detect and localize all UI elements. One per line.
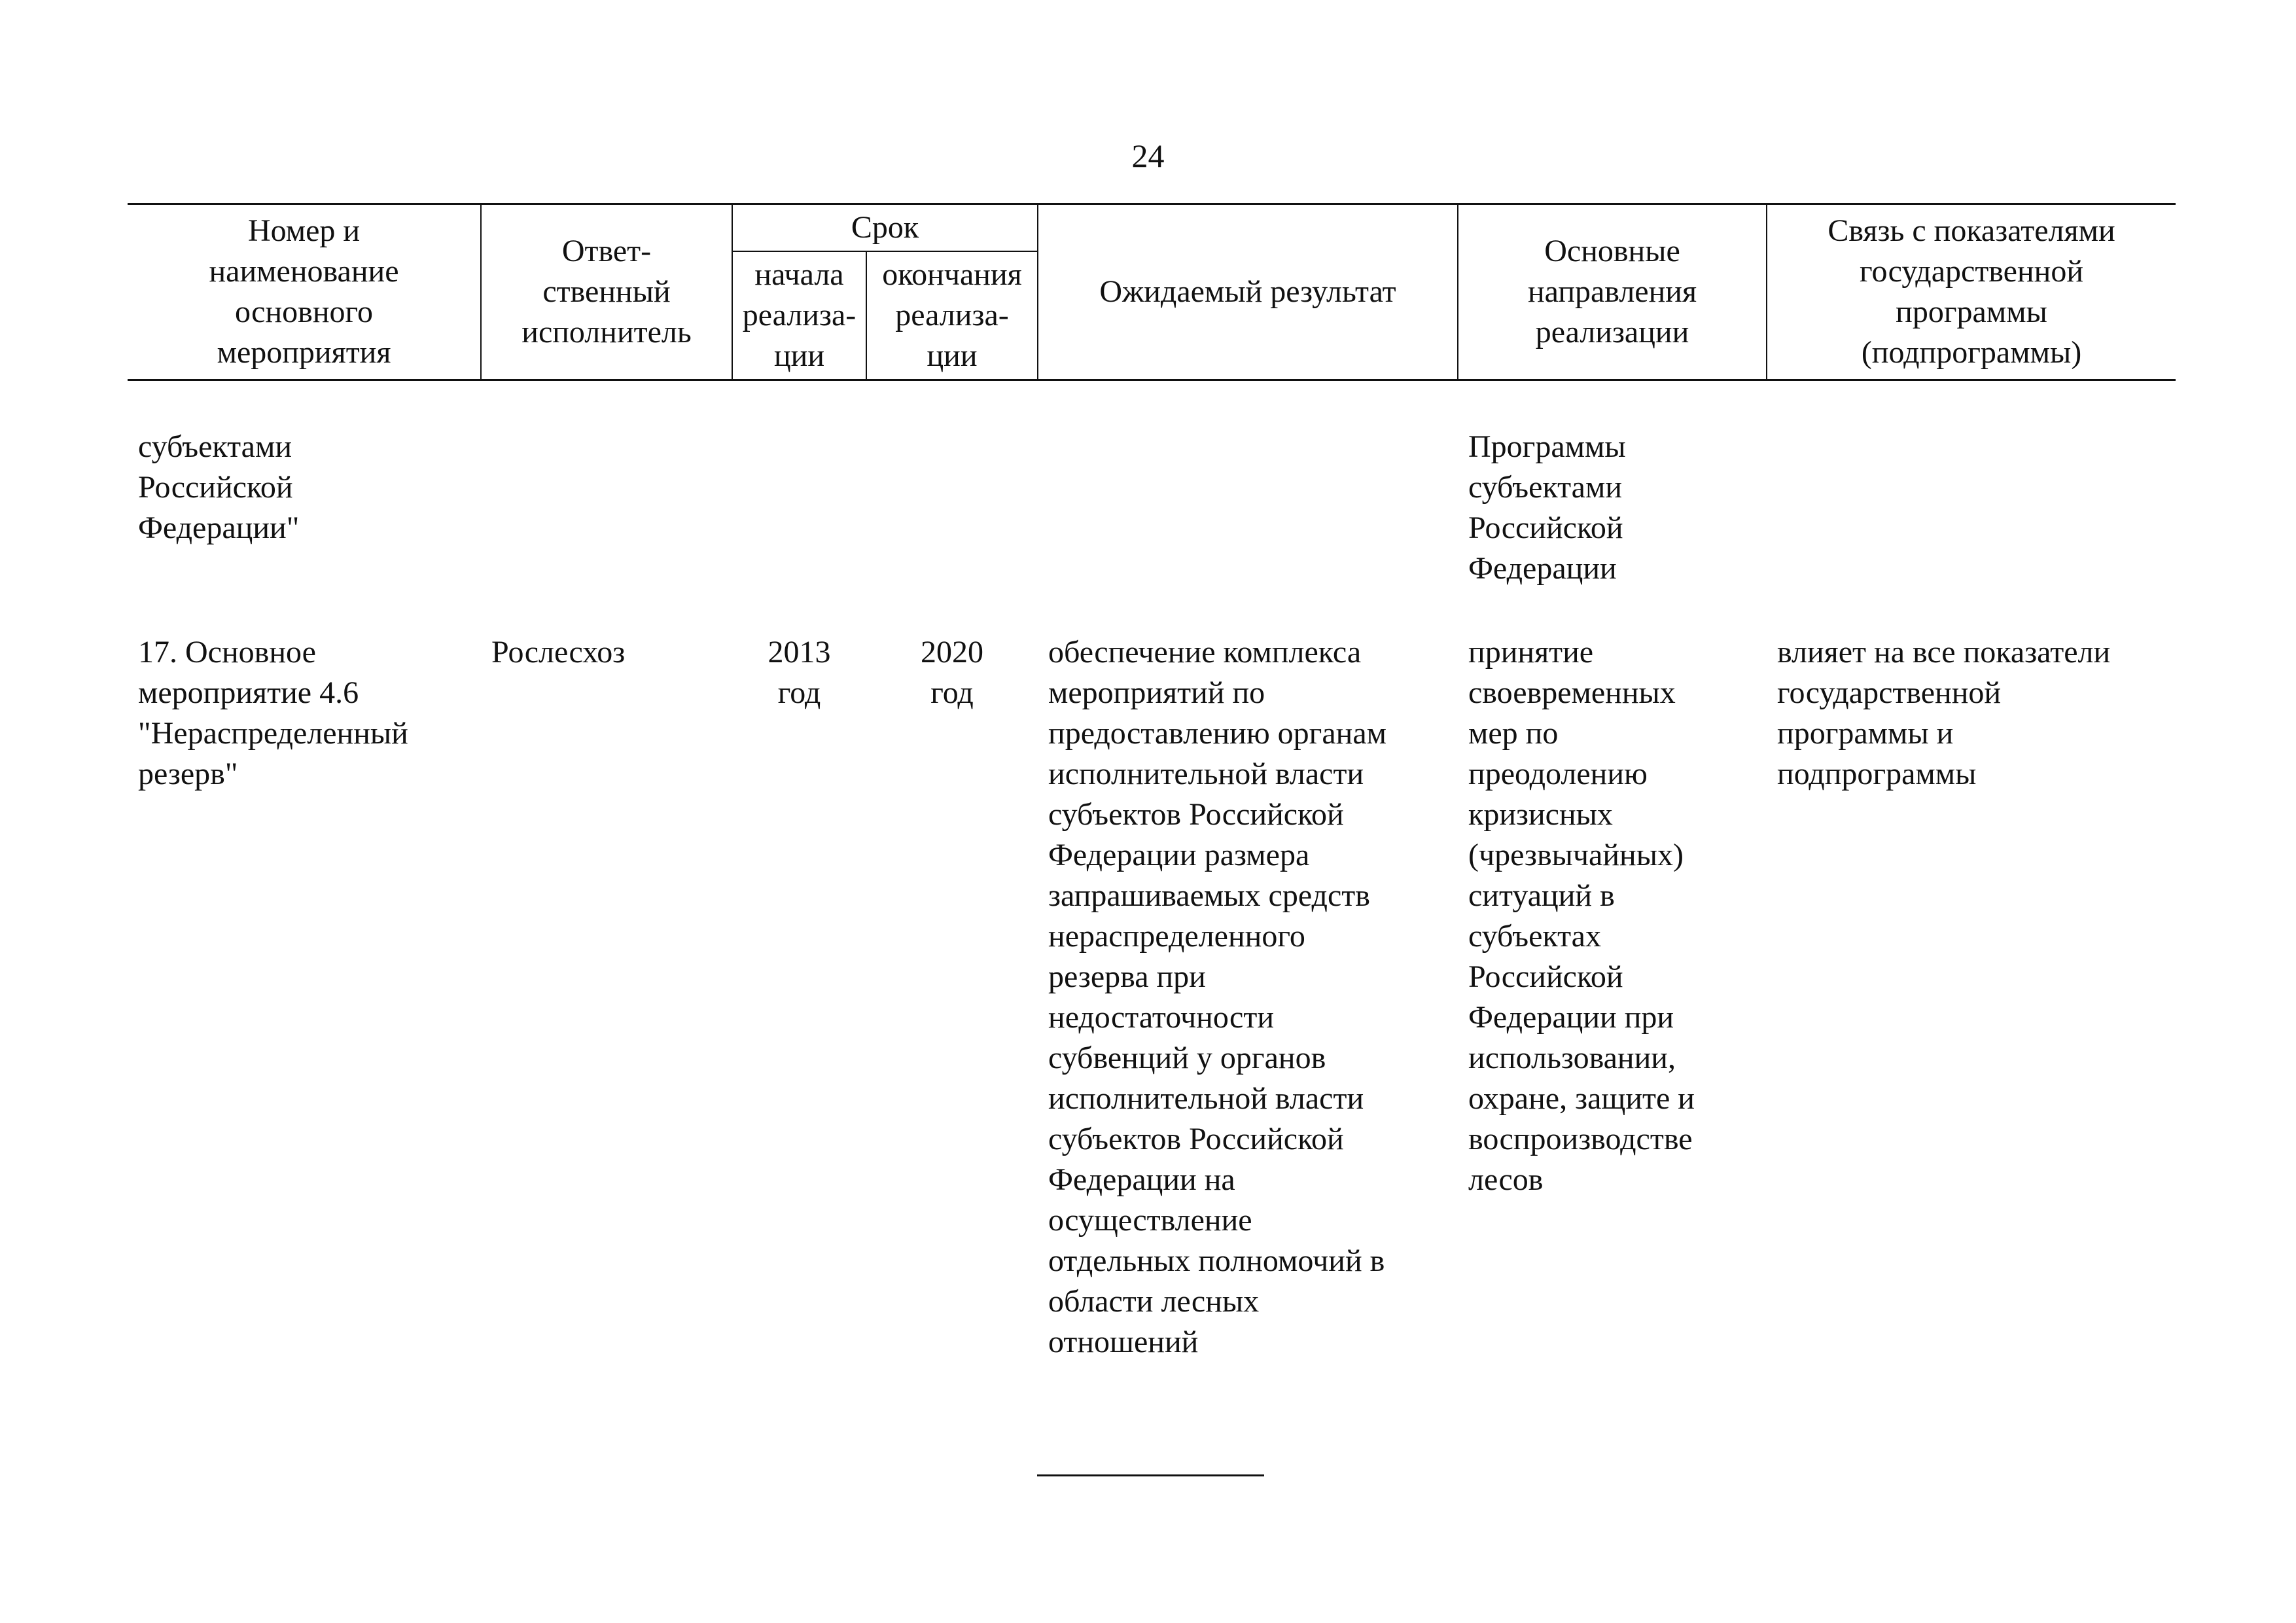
table-header: [128, 204, 2176, 380]
cell-directions: Программы субъектами Российской Федерации: [1468, 429, 1626, 586]
header-expected-result: Ожидаемый результат: [1038, 204, 1458, 380]
header-term: Срок: [732, 204, 1038, 252]
header-term-end: окончания реализа- ции: [866, 251, 1038, 380]
cell-measure-name: субъектами Российской Федерации": [138, 429, 300, 545]
cell-link-indicators: влияет на все показатели государственной программы и подпрограммы: [1777, 635, 2111, 791]
end-of-document-rule: [1037, 1474, 1264, 1476]
header-executor: Ответ- ственный исполнитель: [481, 204, 732, 380]
page-number: 24: [1131, 137, 1165, 174]
header-link-indicators: Связь с показателями государственной программы (подпрограммы): [1767, 204, 2176, 380]
cell-expected-result: обеспечение комплекса мероприятий по предоставлению органам исполнительной власти субъектов Российской Федерации размера запрашиваемых средств нераспределенного резерва при недостаточности субвенций у органов исполнительной власти субъектов Российской Федерации на осуществление отдельных полномочий в области лесных отношений: [1048, 635, 1387, 1359]
cell-measure-name: 17. Основное мероприятие 4.6 "Нераспределенный резерв": [138, 635, 408, 791]
table-row-17: [128, 632, 2176, 1363]
header-main-directions: Основные направления реализации: [1458, 204, 1767, 380]
header-term-start: начала реализа- ции: [732, 251, 866, 380]
cell-end-year: 2020 год: [921, 635, 983, 710]
cell-start-year: 2013 год: [768, 635, 831, 710]
header-measure-name: Номер и наименование основного мероприятия: [128, 204, 481, 380]
measures-table: [128, 203, 2176, 1363]
table-row-continued: [128, 427, 2176, 589]
cell-directions: принятие своевременных мер по преодолению кризисных (чрезвычайных) ситуаций в субъектах Российской Федерации при использовании, охране, защите и воспроизводстве лесов: [1468, 635, 1695, 1197]
cell-executor: Рослесхоз: [491, 635, 626, 669]
